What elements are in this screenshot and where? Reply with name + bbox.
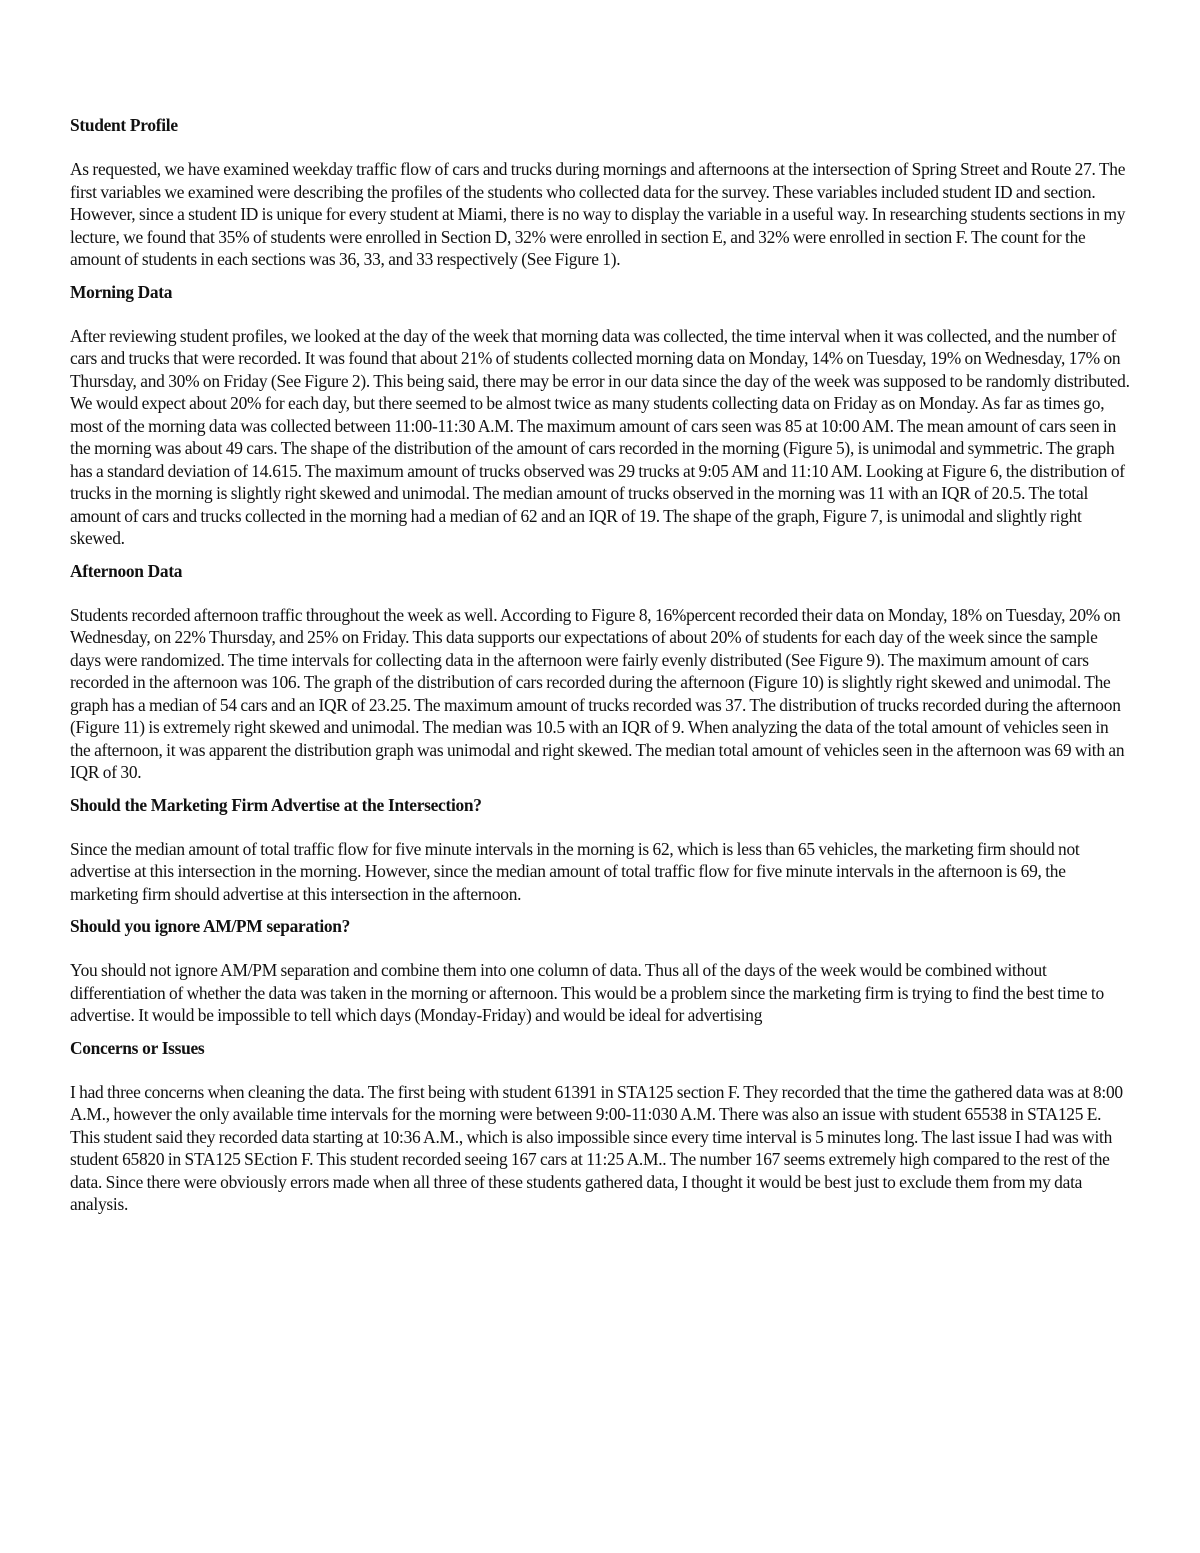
section-body: Since the median amount of total traffic flow for five minute intervals in the morning is 62, which is less than 65 vehicles, the marketing firm should not advertise at this intersection in the morning. However, since the median amount of total traffic flow for five minute intervals in the afternoon is 69, the marketing firm should advertise at this intersection in the afternoon.: [70, 838, 1080, 904]
section-body: I had three concerns when cleaning the data. The first being with student 61391 in STA125 section F. They recorded that the time the gathered data was at 8:00 A.M., however the only available time intervals for the morning were between 9:00-11:030 A.M. There was also an issue with student 65538 in STA125 E. This student said they recorded data starting at 10:36 A.M., which is also impossible since every time interval is 5 minutes long. The last issue I had was with student 65820 in STA125 SEction F. This student recorded seeing 167 cars at 11:25 A.M.. The number 167 seems extremely high compared to the rest of the data. Since there were obviously errors made when all three of these students gathered data, I thought it would be best just to exclude them from my data analysis.: [70, 1081, 1123, 1214]
section-heading: Should you ignore AM/PM separation?: [70, 916, 351, 936]
section-body: You should not ignore AM/PM separation and combine them into one column of data. Thus all of the days of the week would be combined without differentiation of whether the data was taken in the morning or afternoon. This would be a problem since the marketing firm is trying to find the best time to advertise. It would be impossible to tell which days (Monday-Friday) and would be ideal for advertising: [70, 960, 1104, 1025]
section-heading: Afternoon Data: [70, 560, 183, 581]
section-afternoon-data: [70, 560, 1132, 784]
section-heading: Concerns or Issues: [70, 1037, 205, 1058]
document-page: [70, 114, 1132, 1226]
section-student-profile: [70, 114, 1132, 271]
section-body: As requested, we have examined weekday traffic flow of cars and trucks during mornings and afternoons at the intersection of Spring Street and Route 27. The first variables we examined were describing the profiles of the students who collected data for the survey. These variables included student ID and section. However, since a student ID is unique for every student at Miami, there is no way to display the variable in a useful way. In researching students sections in my lecture, we found that 35% of students were enrolled in Section D, 32% were enrolled in section E, and 32% were enrolled in section F. The count for the amount of students in each sections was 36, 33, and 33 respectively (See Figure 1).: [70, 159, 1126, 269]
section-body: After reviewing student profiles, we looked at the day of the week that morning data was collected, the time interval when it was collected, and the number of cars and trucks that were recorded. It was found that about 21% of students collected morning data on Monday, 14% on Tuesday, 19% on Wednesday, 17% on Thursday, and 30% on Friday (See Figure 2). This being said, there may be error in our data since the day of the week was supposed to be randomly distributed. We would expect about 20% for each day, but there seemed to be almost twice as many students collecting data on Friday as on Monday. As far as times go, most of the morning data was collected between 11:00-11:30 A.M. The maximum amount of cars seen was 85 at 10:00 AM. The mean amount of cars seen in the morning was about 49 cars. The shape of the distribution of the amount of cars recorded in the morning (Figure 5), is unimodal and symmetric. The graph has a standard deviation of 14.615. The maximum amount of trucks observed was 29 trucks at 9:05 AM and 11:10 AM. Looking at Figure 6, the distribution of trucks in the morning is slightly right skewed and unimodal. The median amount of trucks observed in the morning was 11 with an IQR of 20.5. The total amount of cars and trucks collected in the morning had a median of 62 and an IQR of 19. The shape of the graph, Figure 7, is unimodal and slightly right skewed.: [70, 325, 1130, 548]
section-concerns-issues: [70, 1037, 1132, 1216]
section-ampm-separation: [70, 915, 1132, 1027]
section-advertise-question: [70, 794, 1132, 906]
section-heading: Student Profile: [70, 115, 178, 135]
section-morning-data: [70, 281, 1132, 550]
section-heading: Morning Data: [70, 281, 173, 302]
section-heading: Should the Marketing Firm Advertise at the Intersection?: [70, 794, 482, 815]
section-body: Students recorded afternoon traffic throughout the week as well. According to Figure 8, 16%percent recorded their data on Monday, 18% on Tuesday, 20% on Wednesday, on 22% Thursday, and 25% on Friday. This data supports our expectations of about 20% of students for each day of the week since the sample days were randomized. The time intervals for collecting data in the afternoon were fairly evenly distributed (See Figure 9). The maximum amount of cars recorded in the afternoon was 106. The graph of the distribution of cars recorded during the afternoon (Figure 10) is slightly right skewed and unimodal. The graph has a median of 54 cars and an IQR of 23.25. The maximum amount of trucks recorded was 37. The distribution of trucks recorded during the afternoon (Figure 11) is extremely right skewed and unimodal. The median was 10.5 with an IQR of 9. When analyzing the data of the total amount of vehicles seen in the afternoon, it was apparent the distribution graph was unimodal and right skewed. The median total amount of vehicles seen in the afternoon was 69 with an IQR of 30.: [70, 604, 1125, 782]
